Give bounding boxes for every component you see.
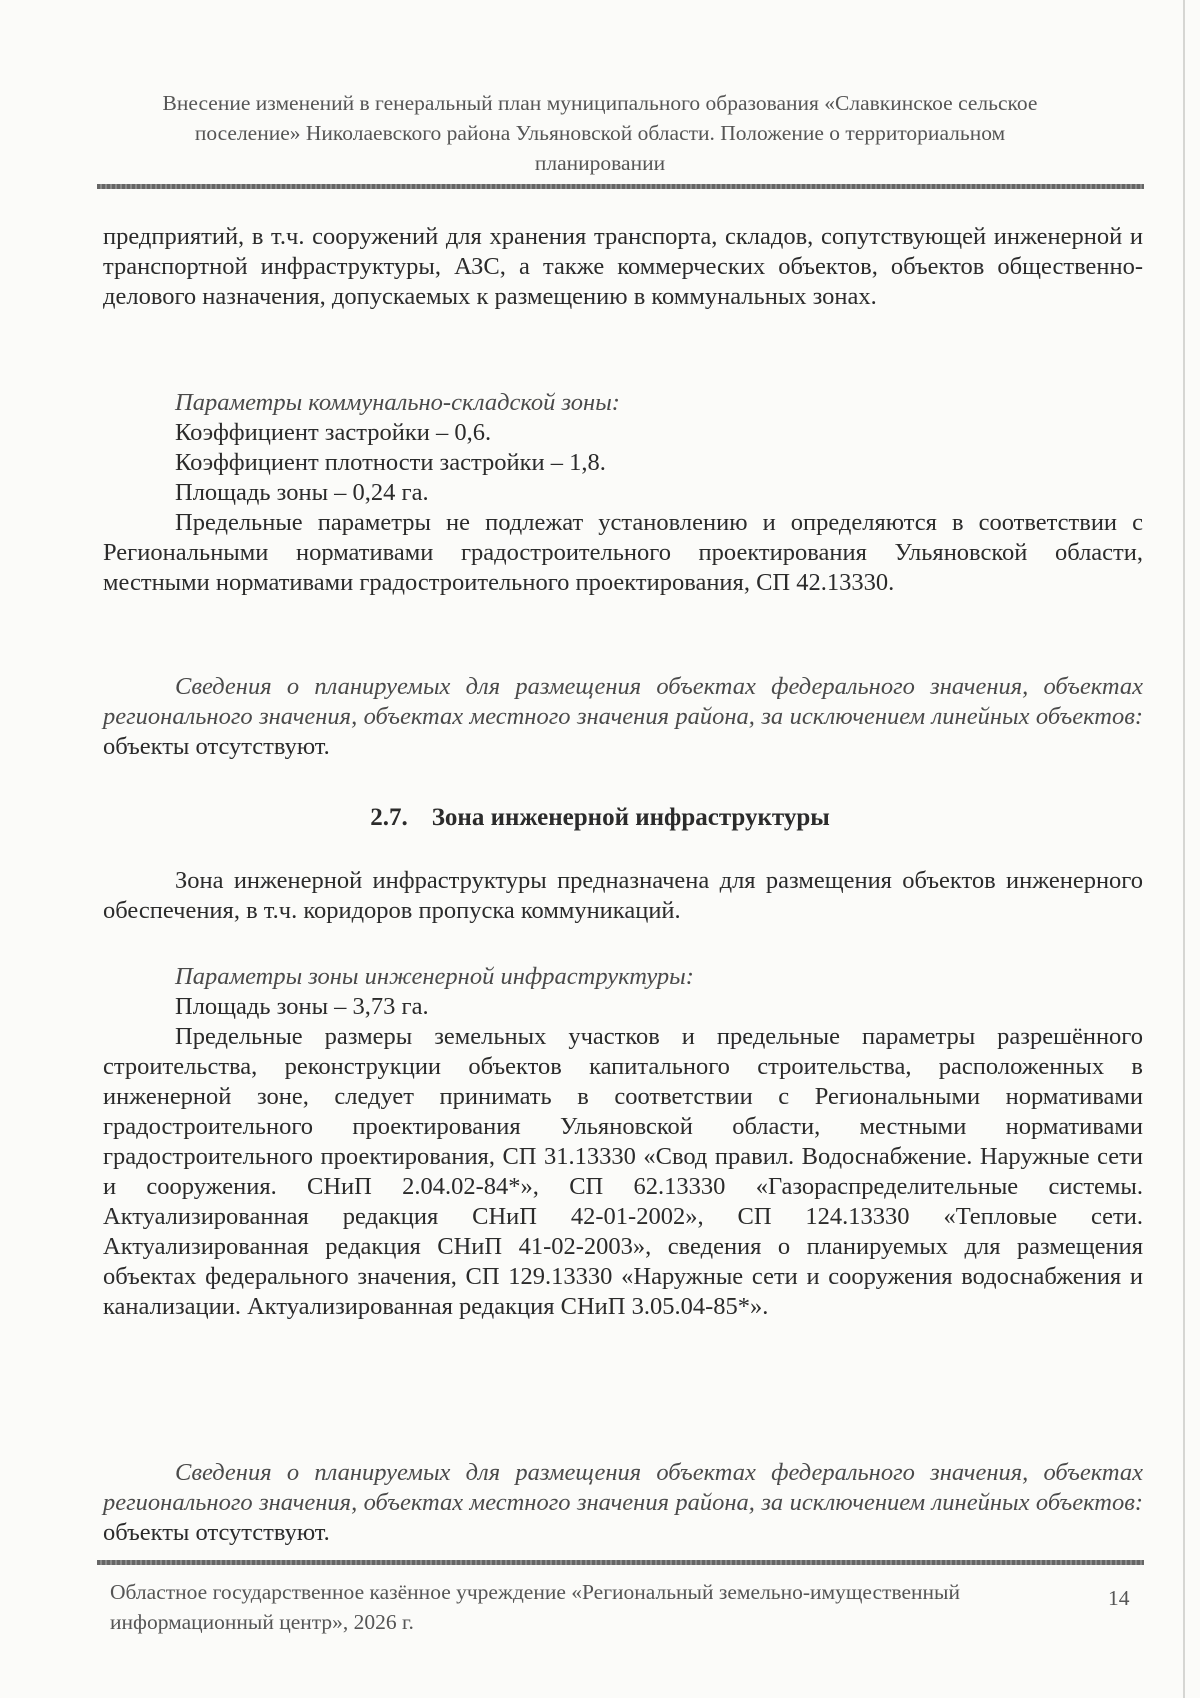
objects-label-2: Сведения о планируемых для размещения объектах федерального значения, объектах регионального значения, объектах местного значения района, за исключением линейных объектов:: [103, 1459, 1143, 1516]
objects-label-1: Сведения о планируемых для размещения объектах федерального значения, объектах регионального значения, объектах местного значения района, за исключением линейных объектов:: [103, 673, 1143, 730]
page-edge: [1183, 0, 1185, 1698]
objects-paragraph-1: [103, 672, 1143, 762]
communal-params-title: Параметры коммунально-складской зоны:: [175, 389, 620, 416]
objects-value-2: объекты отсутствуют.: [103, 1519, 330, 1546]
footer-divider: [97, 1560, 1144, 1565]
section-heading: [0, 804, 1200, 832]
header-divider: [97, 184, 1144, 189]
section-limits: Предельные размеры земельных участков и предельные параметры разрешённого строительства, реконструкции объектов капитального строительства, расположенных в инженерной зоне, следует принимать в соответствии с Региональными нормативами градостроительного проектирования Ульяновской области, местными нормативами градостроительного проектирования, СП 31.13330 «Свод правил. Водоснабжение. Наружные сети и сооружения. СНиП 2.04.02-84*», СП 62.13330 «Газораспределительные системы. Актуализированная редакция СНиП 42-01-2002», СП 124.13330 «Тепловые сети. Актуализированная редакция СНиП 41-02-2003», сведения о планируемых для размещения объектах федерального значения, СП 129.13330 «Наружные сети и сооружения водоснабжения и канализации. Актуализированная редакция СНиП 3.05.04-85*».: [103, 1023, 1143, 1320]
section-title: Зона инженерной инфраструктуры: [431, 804, 830, 831]
coef-density: Коэффициент плотности застройки – 1,8.: [175, 449, 606, 476]
running-footer: [110, 1577, 1070, 1637]
header-line-1: Внесение изменений в генеральный план муниципального образования «Славкинское сельское: [162, 91, 1038, 115]
coef-building: Коэффициент застройки – 0,6.: [175, 419, 492, 446]
communal-area: Площадь зоны – 0,24 га.: [175, 479, 429, 506]
section-purpose: Зона инженерной инфраструктуры предназначена для размещения объектов инженерного обеспечения, в т.ч. коридоров пропуска коммуникаций.: [103, 867, 1143, 924]
section-params-title: Параметры зоны инженерной инфраструктуры:: [175, 963, 694, 990]
section-area: Площадь зоны – 3,73 га.: [175, 993, 429, 1020]
intro-paragraph: предприятий, в т.ч. сооружений для хранения транспорта, складов, сопутствующей инженерной и транспортной инфраструктуры, АЗС, а также коммерческих объектов, объектов общественно-делового назначения, допускаемых к размещению в коммунальных зонах.: [103, 223, 1143, 310]
page-number: 14: [1108, 1586, 1130, 1610]
running-header: [100, 88, 1100, 178]
objects-value-1: объекты отсутствуют.: [103, 733, 330, 760]
section-number: 2.7.: [370, 804, 408, 831]
footer-line-1: Областное государственное казённое учреждение «Региональный земельно-имущественный: [110, 1580, 960, 1604]
header-line-2: поселение» Николаевского района Ульяновской области. Положение о территориальном: [194, 121, 1006, 145]
communal-limits: Предельные параметры не подлежат установлению и определяются в соответствии с Региональными нормативами градостроительного проектирования Ульяновской области, местными нормативами градостроительного проектирования, СП 42.13330.: [103, 509, 1143, 596]
footer-line-2: информационный центр», 2026 г.: [110, 1610, 414, 1634]
objects-paragraph-2: [103, 1458, 1143, 1548]
header-line-3: планировании: [534, 151, 666, 175]
